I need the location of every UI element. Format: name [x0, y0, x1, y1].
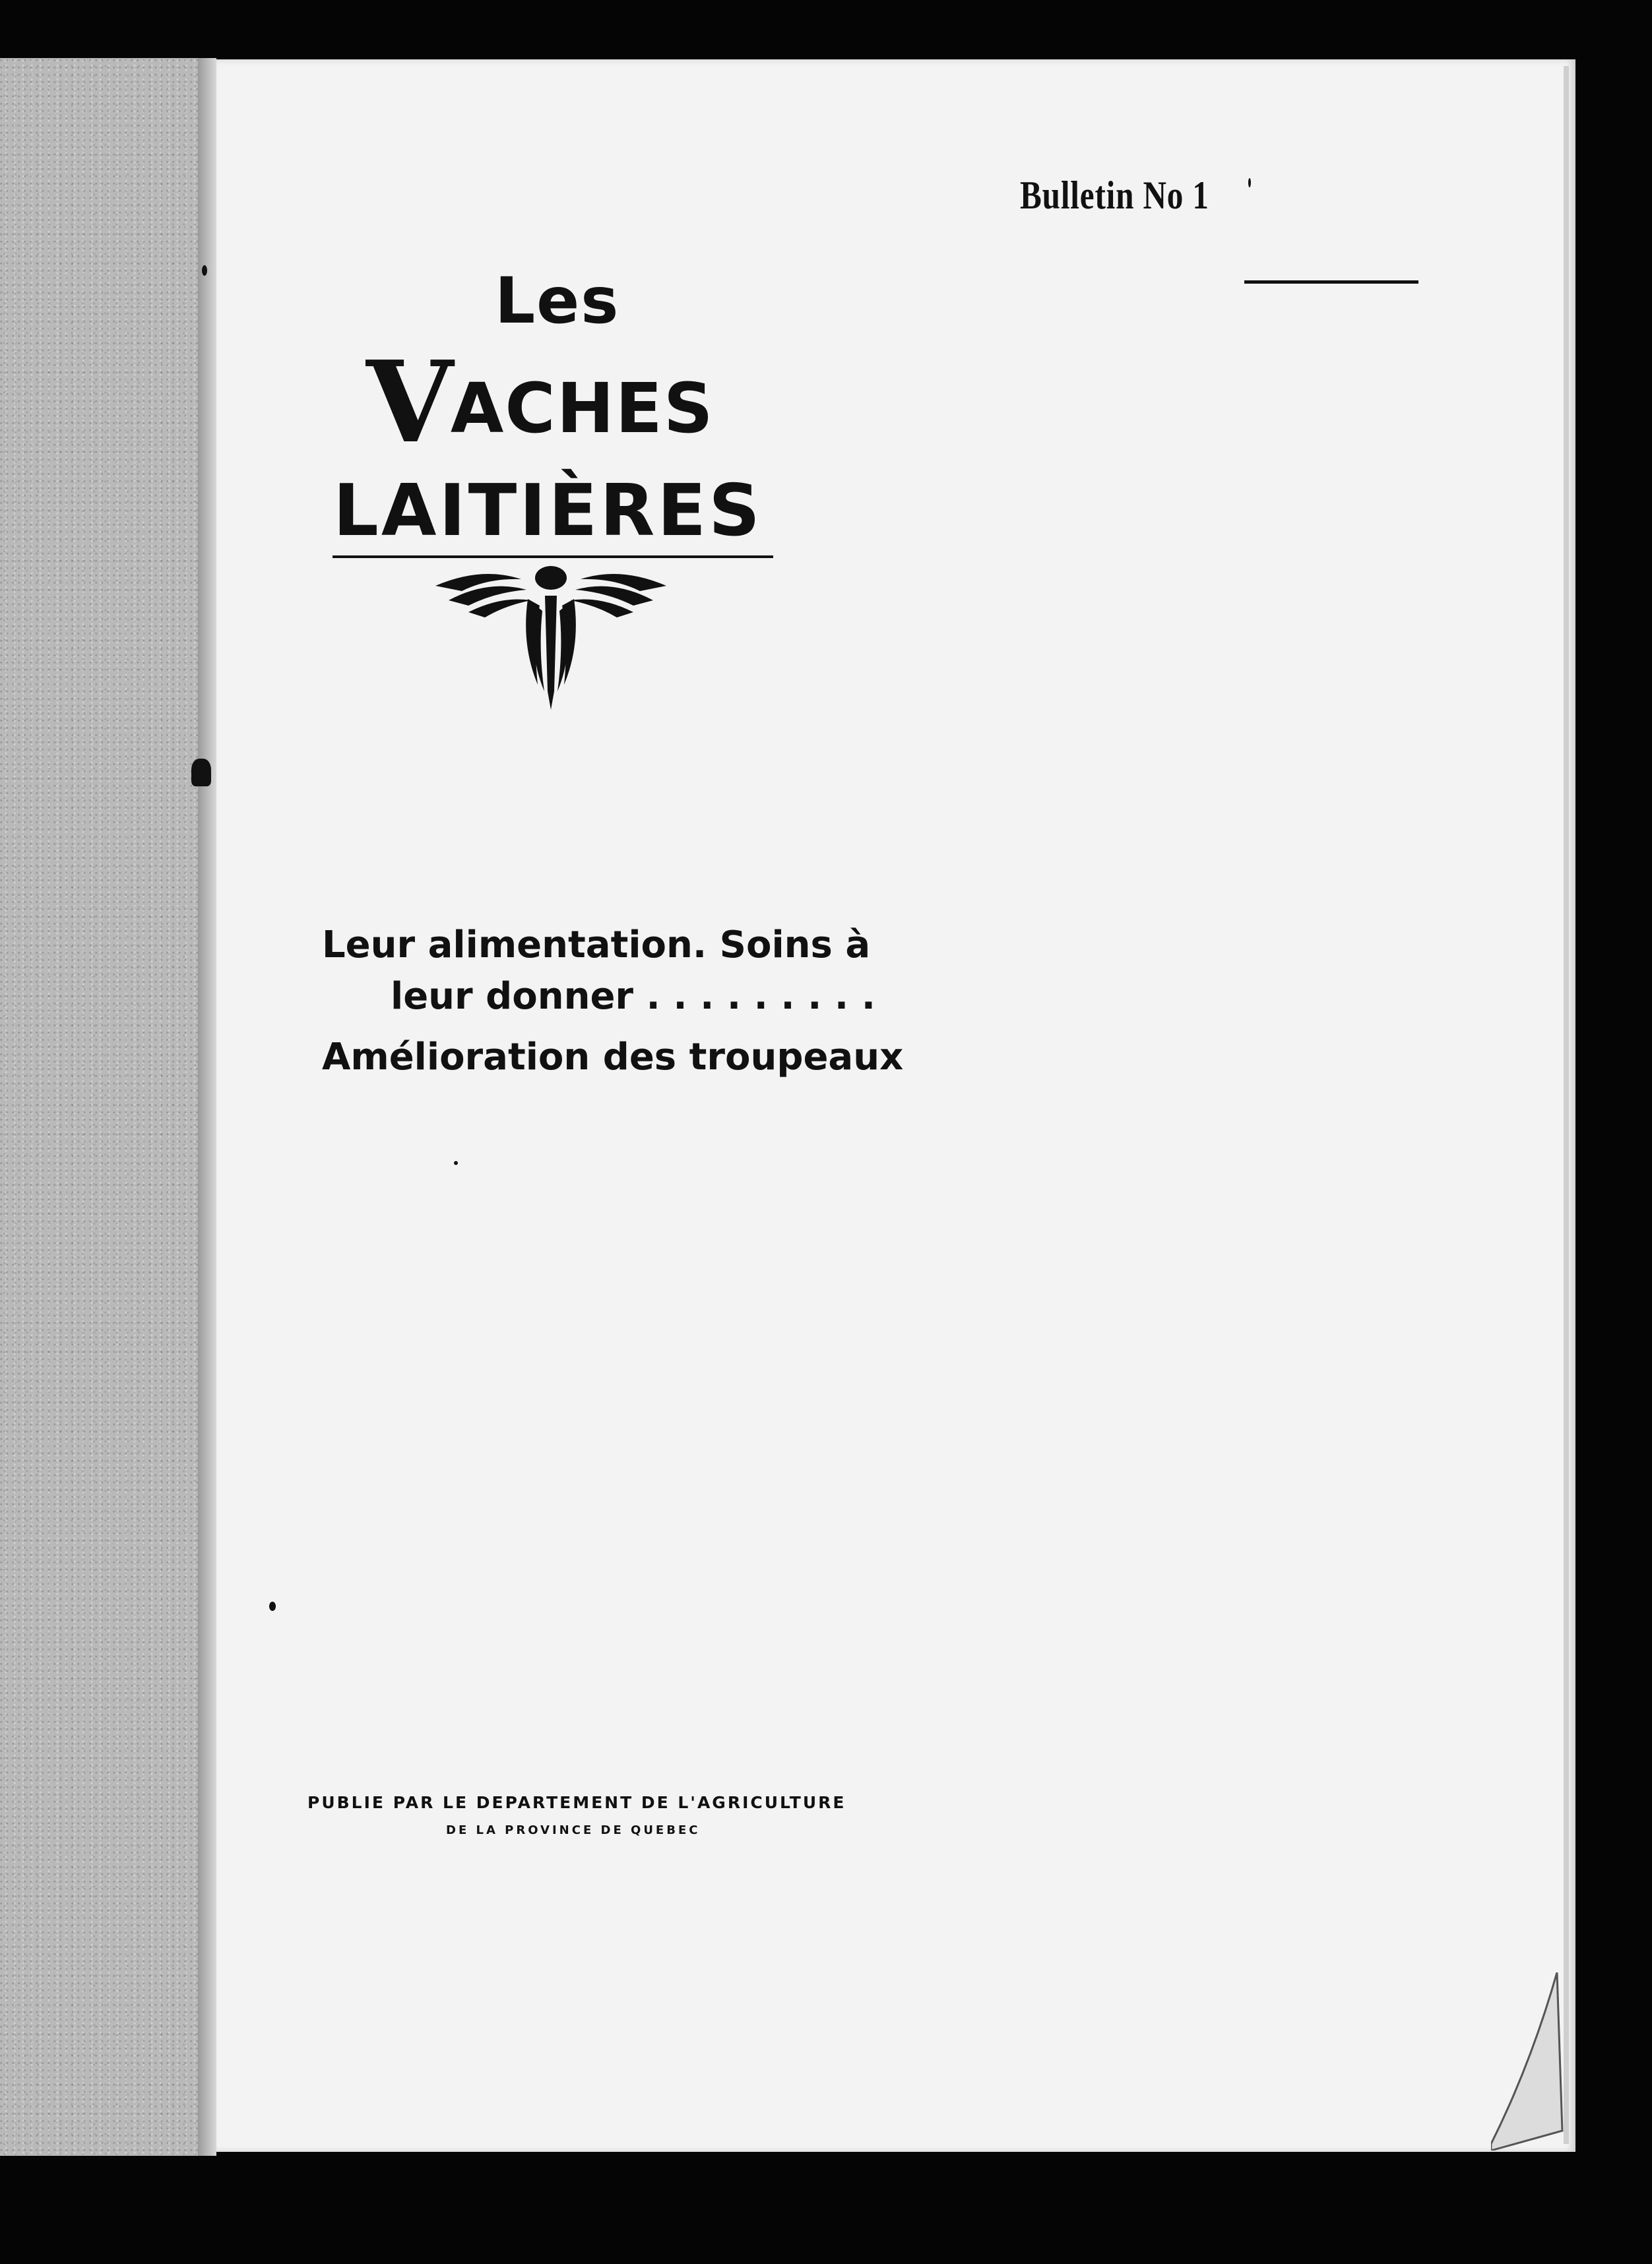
backing-board	[0, 58, 210, 2156]
scan-speck	[454, 1161, 458, 1165]
floral-ornament-icon	[422, 559, 680, 711]
subtitle-line-1: Leur alimentation. Soins à	[322, 924, 871, 966]
torn-corner	[1491, 1972, 1564, 2151]
publisher-line-2: DE LA PROVINCE DE QUEBEC	[446, 1823, 701, 1837]
bulletin-underline	[1244, 280, 1418, 284]
scan-speck	[1248, 178, 1251, 187]
title-laitieres: LAITIÈRES	[333, 470, 763, 552]
scan-speck	[202, 265, 207, 276]
title-rule	[333, 555, 773, 558]
subtitle-line-2: leur donner . . . . . . . . .	[391, 975, 875, 1018]
title-les: Les	[495, 264, 620, 338]
page-edge	[1564, 66, 1569, 2144]
board-edge	[198, 58, 216, 2156]
subtitle-line-3: Amélioration des troupeaux	[322, 1036, 904, 1079]
bulletin-number: Bulletin No 1	[1020, 173, 1209, 217]
scan-speck	[191, 759, 211, 786]
title-vaches-rest: ACHES	[450, 368, 715, 449]
publisher-line-1: PUBLIE PAR LE DEPARTEMENT DE L'AGRICULTURE	[307, 1793, 846, 1812]
title-vaches	[366, 336, 715, 468]
scan-speck	[269, 1602, 276, 1611]
title-initial: V	[366, 336, 455, 468]
